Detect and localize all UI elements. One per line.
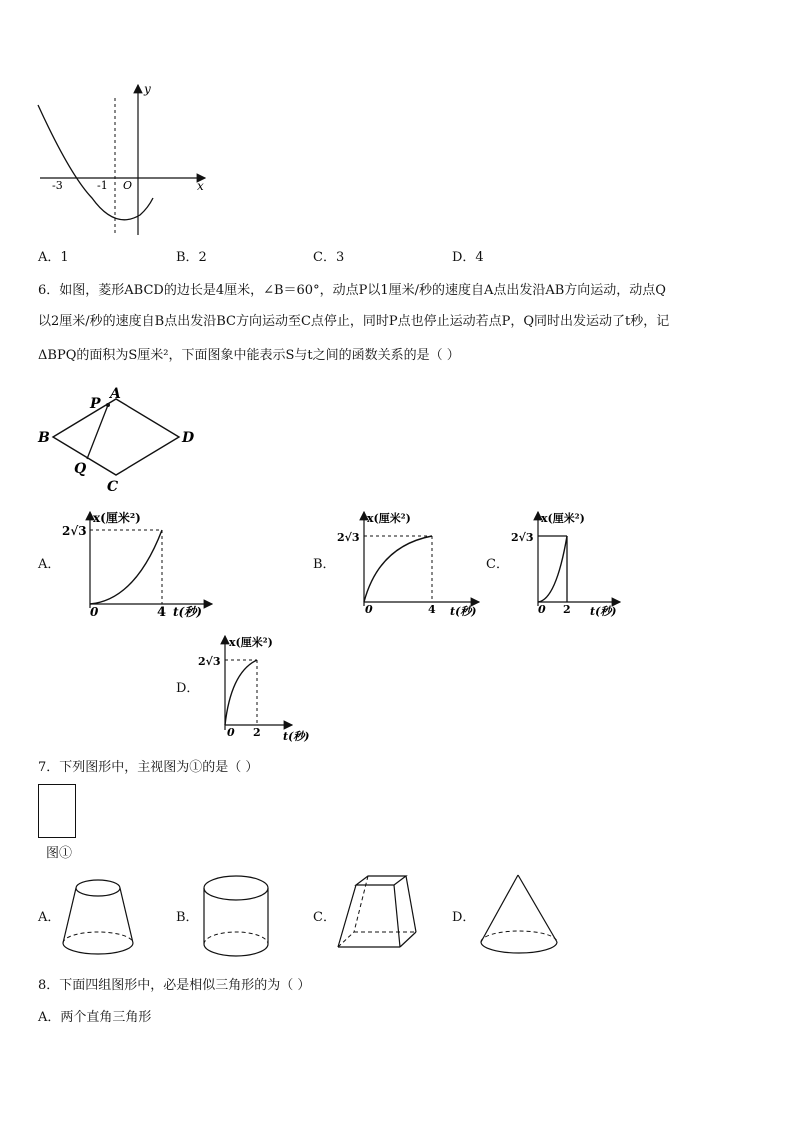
x-label: t(秒) [450,605,477,618]
q7-question: 7．下列图形中，主视图为①的是（ ） [38,760,259,775]
x-axis-label: x [197,179,204,193]
q7-option-d[interactable]: D． [452,910,476,925]
q6-graph-b[interactable] [334,508,504,618]
y-tick: 2√3 [62,524,87,538]
q6-graph-a[interactable] [60,508,230,618]
q5-option-c[interactable]: C．3 [313,250,345,265]
q6-graph-d[interactable] [198,632,328,747]
curve [90,530,162,604]
cylinder-icon [198,870,278,965]
point-p-dot [106,403,110,407]
y-axis-label: y [144,82,151,96]
tick-label-neg1: -1 [97,179,108,192]
q5-parabola-graph [30,80,220,240]
y-tick: 2√3 [337,531,360,544]
curve [364,536,432,602]
curve [538,536,567,602]
q5-option-b[interactable]: B．2 [176,250,207,265]
point-label-q: Q [74,461,87,477]
origin: 0 [90,605,99,619]
y-label: x(厘米²) [229,636,273,649]
frustum-cone-icon [58,875,143,960]
q5-option-d[interactable]: D．4 [452,250,484,265]
y-tick: 2√3 [198,655,221,668]
curve [225,660,257,725]
q7-option-c[interactable]: C． [313,910,336,925]
y-label: x(厘米²) [367,512,411,525]
origin: 0 [365,603,373,616]
q6-option-d-label[interactable]: D． [176,681,200,696]
origin: 0 [227,726,235,739]
vertex-label-d: D [182,430,195,446]
rhombus-abcd [53,399,179,475]
x-tick: 4 [157,605,167,620]
q6-text-line-1: 6．如图，菱形ABCD的边长是4厘米，∠B＝60°，动点P以1厘米/秒的速度自A点出发沿AB方向运动，动点Q [38,283,666,298]
q6-option-c-label[interactable]: C． [486,557,509,572]
y-label: x(厘米²) [93,511,141,525]
y-tick: 2√3 [511,531,534,544]
y-label: x(厘米²) [541,512,585,525]
q6-text-line-3: ΔBPQ的面积为S厘米²，下面图象中能表示S与t之间的函数关系的是（ ） [38,348,460,363]
vertex-label-b: B [38,430,50,446]
point-label-p: P [90,396,101,412]
q6-option-b-label[interactable]: B． [313,557,336,572]
q6-graph-c[interactable] [508,508,678,618]
x-tick: 2 [253,726,261,739]
segment-pq [87,405,108,459]
x-tick: 2 [563,603,571,616]
vertex-label-a: A [110,386,121,402]
x-tick: 4 [428,603,436,616]
q6-option-a-label[interactable]: A． [38,557,61,572]
rhombus-figure [36,385,206,495]
q6-text-line-2: 以2厘米/秒的速度自B点出发沿BC方向运动至C点停止，同时P点也停止运动若点P，Q同时出发运动了t秒，记 [38,314,670,329]
q5-option-a[interactable]: A．1 [38,250,69,265]
cone-icon [476,872,566,962]
q7-option-b[interactable]: B． [176,910,199,925]
q8-option-a[interactable]: A．两个直角三角形 [38,1010,152,1025]
q8-question: 8．下面四组图形中，必是相似三角形的为（ ） [38,978,311,993]
q7-option-a[interactable]: A． [38,910,61,925]
origin-label: O [123,179,133,192]
x-label: t(秒) [283,730,310,743]
figure-1-rectangle [38,784,76,838]
figure-1-caption: 图① [46,846,73,861]
frustum-pyramid-icon [334,872,424,962]
x-label: t(秒) [590,605,617,618]
tick-label-neg3: -3 [52,179,63,192]
x-label: t(秒) [173,605,202,619]
parabola-curve [38,105,153,220]
origin: 0 [538,603,546,616]
vertex-label-c: C [107,479,119,495]
